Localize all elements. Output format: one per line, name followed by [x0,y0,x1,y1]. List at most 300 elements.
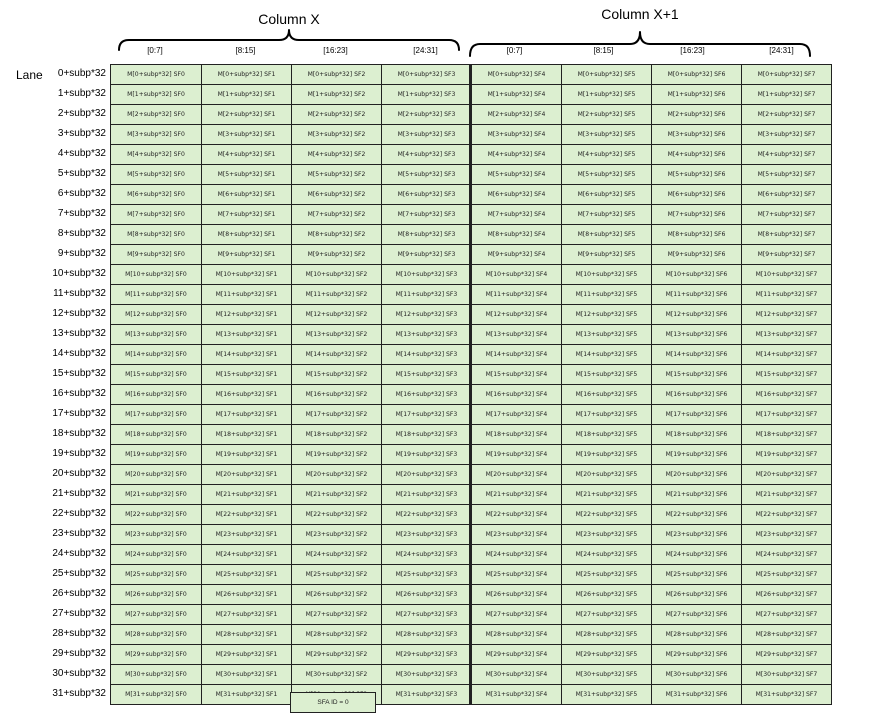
grid-cell: M[21+subp*32] SF1 [202,485,291,504]
grid-cell: M[21+subp*32] SF4 [472,485,561,504]
grid-cell: M[27+subp*32] SF6 [652,605,741,624]
grid-cell: M[3+subp*32] SF2 [292,125,381,144]
lane-row-label: 7+subp*32 [57,208,106,219]
grid-cell: M[2+subp*32] SF5 [562,105,651,124]
grid-cell: M[17+subp*32] SF3 [382,405,471,424]
lane-row-label: 3+subp*32 [57,128,106,139]
grid-cell: M[3+subp*32] SF4 [472,125,561,144]
grid-cell: M[9+subp*32] SF4 [472,245,561,264]
grid-cell: M[31+subp*32] SF3 [382,685,471,704]
lane-row-label: 2+subp*32 [57,108,106,119]
grid-cell: M[18+subp*32] SF2 [292,425,381,444]
grid-cell: M[27+subp*32] SF5 [562,605,651,624]
grid-cell: M[20+subp*32] SF4 [472,465,561,484]
grid-cell: M[12+subp*32] SF1 [202,305,291,324]
grid-cell: M[14+subp*32] SF5 [562,345,651,364]
bit-range-header: [16:23] [323,46,348,55]
grid-cell: M[2+subp*32] SF3 [382,105,471,124]
grid-cell: M[4+subp*32] SF0 [111,145,201,164]
grid-cell: M[4+subp*32] SF3 [382,145,471,164]
grid-cell: M[18+subp*32] SF7 [742,425,831,444]
lane-row-label: 29+subp*32 [52,648,106,659]
grid-cell: M[12+subp*32] SF0 [111,305,201,324]
grid-cell: M[31+subp*32] SF6 [652,685,741,704]
grid-cell: M[29+subp*32] SF2 [292,645,381,664]
grid-cell: M[11+subp*32] SF6 [652,285,741,304]
grid-cell: M[1+subp*32] SF2 [292,85,381,104]
grid-cell: M[25+subp*32] SF2 [292,565,381,584]
lane-row-label: 15+subp*32 [52,368,106,379]
grid-cell: M[24+subp*32] SF7 [742,545,831,564]
grid-cell: M[5+subp*32] SF6 [652,165,741,184]
grid-cell: M[3+subp*32] SF3 [382,125,471,144]
grid-cell: M[7+subp*32] SF7 [742,205,831,224]
grid-cell: M[14+subp*32] SF2 [292,345,381,364]
grid-cell: M[2+subp*32] SF0 [111,105,201,124]
grid-cell: M[10+subp*32] SF5 [562,265,651,284]
lane-row-label: 9+subp*32 [57,248,106,259]
grid-cell: M[5+subp*32] SF7 [742,165,831,184]
grid-cell: M[12+subp*32] SF2 [292,305,381,324]
grid-cell: M[22+subp*32] SF0 [111,505,201,524]
grid-cell: M[28+subp*32] SF2 [292,625,381,644]
grid-cell: M[4+subp*32] SF2 [292,145,381,164]
grid-cell: M[25+subp*32] SF3 [382,565,471,584]
grid-cell: M[12+subp*32] SF4 [472,305,561,324]
grid-cell: M[10+subp*32] SF1 [202,265,291,284]
grid-cell: M[8+subp*32] SF0 [111,225,201,244]
grid-cell: M[7+subp*32] SF5 [562,205,651,224]
scale-factor-grid [110,64,832,705]
lane-row-label: 5+subp*32 [57,168,106,179]
grid-cell: M[7+subp*32] SF6 [652,205,741,224]
grid-cell: M[6+subp*32] SF6 [652,185,741,204]
lane-row-label: 14+subp*32 [52,348,106,359]
grid-cell: M[21+subp*32] SF7 [742,485,831,504]
grid-cell: M[6+subp*32] SF5 [562,185,651,204]
grid-cell: M[11+subp*32] SF7 [742,285,831,304]
grid-cell: M[0+subp*32] SF7 [742,65,831,84]
grid-cell: M[12+subp*32] SF6 [652,305,741,324]
grid-cell: M[0+subp*32] SF0 [111,65,201,84]
grid-cell: M[6+subp*32] SF2 [292,185,381,204]
grid-cell: M[20+subp*32] SF0 [111,465,201,484]
grid-cell: M[24+subp*32] SF6 [652,545,741,564]
grid-cell: M[8+subp*32] SF2 [292,225,381,244]
lane-row-label: 13+subp*32 [52,328,106,339]
grid-cell: M[7+subp*32] SF1 [202,205,291,224]
grid-cell: M[5+subp*32] SF2 [292,165,381,184]
grid-cell: M[3+subp*32] SF7 [742,125,831,144]
grid-cell: M[10+subp*32] SF7 [742,265,831,284]
grid-cell: M[5+subp*32] SF5 [562,165,651,184]
grid-cell: M[21+subp*32] SF2 [292,485,381,504]
grid-cell: M[19+subp*32] SF1 [202,445,291,464]
grid-cell: M[11+subp*32] SF2 [292,285,381,304]
grid-cell: M[2+subp*32] SF1 [202,105,291,124]
grid-cell: M[24+subp*32] SF3 [382,545,471,564]
grid-cell: M[13+subp*32] SF1 [202,325,291,344]
grid-cell: M[23+subp*32] SF1 [202,525,291,544]
grid-cell: M[8+subp*32] SF6 [652,225,741,244]
grid-cell: M[5+subp*32] SF0 [111,165,201,184]
lane-row-label: 0+subp*32 [57,68,106,79]
grid-cell: M[26+subp*32] SF3 [382,585,471,604]
grid-cell: M[5+subp*32] SF3 [382,165,471,184]
lane-row-label: 25+subp*32 [52,568,106,579]
grid-cell: M[3+subp*32] SF5 [562,125,651,144]
grid-cell: M[13+subp*32] SF6 [652,325,741,344]
grid-cell: M[25+subp*32] SF7 [742,565,831,584]
grid-cell: M[0+subp*32] SF4 [472,65,561,84]
grid-cell: M[30+subp*32] SF6 [652,665,741,684]
grid-cell: M[31+subp*32] SF0 [111,685,201,704]
grid-cell: M[13+subp*32] SF7 [742,325,831,344]
grid-cell: M[13+subp*32] SF2 [292,325,381,344]
lane-row-label: 4+subp*32 [57,148,106,159]
grid-cell: M[19+subp*32] SF0 [111,445,201,464]
bit-range-header: [24:31] [413,46,438,55]
grid-cell: M[22+subp*32] SF6 [652,505,741,524]
grid-cell: M[31+subp*32] SF4 [472,685,561,704]
grid-cell: M[3+subp*32] SF1 [202,125,291,144]
grid-cell: M[28+subp*32] SF5 [562,625,651,644]
lane-label: Lane [16,68,43,82]
grid-cell: M[24+subp*32] SF4 [472,545,561,564]
grid-cell: M[16+subp*32] SF6 [652,385,741,404]
grid-cell: M[8+subp*32] SF4 [472,225,561,244]
grid-cell: M[15+subp*32] SF6 [652,365,741,384]
grid-cell: M[13+subp*32] SF4 [472,325,561,344]
grid-cell: M[16+subp*32] SF7 [742,385,831,404]
column-x-title: Column X [258,11,320,27]
grid-cell: M[9+subp*32] SF7 [742,245,831,264]
grid-cell: M[14+subp*32] SF7 [742,345,831,364]
grid-cell: M[9+subp*32] SF5 [562,245,651,264]
grid-cell: M[9+subp*32] SF0 [111,245,201,264]
grid-cell: M[22+subp*32] SF4 [472,505,561,524]
lane-row-label: 18+subp*32 [52,428,106,439]
grid-cell: M[29+subp*32] SF3 [382,645,471,664]
grid-cell: M[9+subp*32] SF6 [652,245,741,264]
grid-cell: M[10+subp*32] SF4 [472,265,561,284]
grid-cell: M[8+subp*32] SF1 [202,225,291,244]
grid-cell: M[29+subp*32] SF7 [742,645,831,664]
grid-cell: M[31+subp*32] SF5 [562,685,651,704]
grid-cell: M[8+subp*32] SF5 [562,225,651,244]
grid-cell: M[29+subp*32] SF6 [652,645,741,664]
grid-cell: M[11+subp*32] SF0 [111,285,201,304]
grid-cell: M[0+subp*32] SF6 [652,65,741,84]
grid-cell: M[15+subp*32] SF3 [382,365,471,384]
grid-cell: M[23+subp*32] SF4 [472,525,561,544]
grid-cell: M[30+subp*32] SF0 [111,665,201,684]
grid-cell: M[16+subp*32] SF4 [472,385,561,404]
grid-cell: M[6+subp*32] SF3 [382,185,471,204]
grid-cell: M[24+subp*32] SF5 [562,545,651,564]
grid-cell: M[11+subp*32] SF4 [472,285,561,304]
grid-cell: M[1+subp*32] SF3 [382,85,471,104]
grid-cell: M[19+subp*32] SF7 [742,445,831,464]
grid-cell: M[11+subp*32] SF5 [562,285,651,304]
grid-cell: M[14+subp*32] SF6 [652,345,741,364]
grid-cell: M[2+subp*32] SF2 [292,105,381,124]
grid-cell: M[5+subp*32] SF1 [202,165,291,184]
grid-cell: M[12+subp*32] SF3 [382,305,471,324]
grid-cell: M[16+subp*32] SF0 [111,385,201,404]
grid-cell: M[17+subp*32] SF2 [292,405,381,424]
grid-cell: M[17+subp*32] SF7 [742,405,831,424]
grid-cell: M[18+subp*32] SF5 [562,425,651,444]
grid-cell: M[28+subp*32] SF0 [111,625,201,644]
grid-cell: M[26+subp*32] SF7 [742,585,831,604]
grid-cell: M[14+subp*32] SF4 [472,345,561,364]
grid-cell: M[9+subp*32] SF3 [382,245,471,264]
grid-cell: M[27+subp*32] SF3 [382,605,471,624]
grid-cell: M[2+subp*32] SF6 [652,105,741,124]
lane-row-label: 22+subp*32 [52,508,106,519]
grid-cell: M[4+subp*32] SF5 [562,145,651,164]
grid-cell: M[30+subp*32] SF7 [742,665,831,684]
grid-cell: M[20+subp*32] SF5 [562,465,651,484]
grid-cell: M[25+subp*32] SF6 [652,565,741,584]
grid-cell: M[15+subp*32] SF1 [202,365,291,384]
grid-cell: M[2+subp*32] SF4 [472,105,561,124]
grid-cell: M[16+subp*32] SF5 [562,385,651,404]
grid-cell: M[7+subp*32] SF2 [292,205,381,224]
lane-row-label: 20+subp*32 [52,468,106,479]
grid-cell: M[26+subp*32] SF5 [562,585,651,604]
grid-cell: M[0+subp*32] SF1 [202,65,291,84]
lane-row-label: 6+subp*32 [57,188,106,199]
lane-row-label: 23+subp*32 [52,528,106,539]
grid-cell: M[24+subp*32] SF1 [202,545,291,564]
grid-cell: M[9+subp*32] SF1 [202,245,291,264]
grid-cell: M[1+subp*32] SF7 [742,85,831,104]
grid-cell: M[7+subp*32] SF3 [382,205,471,224]
grid-cell: M[22+subp*32] SF3 [382,505,471,524]
grid-cell: M[3+subp*32] SF0 [111,125,201,144]
grid-cell: M[22+subp*32] SF7 [742,505,831,524]
grid-cell: M[18+subp*32] SF3 [382,425,471,444]
grid-cell: M[29+subp*32] SF0 [111,645,201,664]
grid-cell: M[4+subp*32] SF7 [742,145,831,164]
grid-cell: M[1+subp*32] SF0 [111,85,201,104]
grid-cell: M[30+subp*32] SF5 [562,665,651,684]
grid-cell: M[30+subp*32] SF1 [202,665,291,684]
grid-cell: M[30+subp*32] SF4 [472,665,561,684]
grid-cell: M[6+subp*32] SF0 [111,185,201,204]
grid-cell: M[21+subp*32] SF3 [382,485,471,504]
lane-row-label: 26+subp*32 [52,588,106,599]
grid-cell: M[1+subp*32] SF5 [562,85,651,104]
grid-cell: M[28+subp*32] SF7 [742,625,831,644]
grid-cell: M[21+subp*32] SF0 [111,485,201,504]
grid-cell: M[21+subp*32] SF5 [562,485,651,504]
grid-cell: M[13+subp*32] SF5 [562,325,651,344]
grid-cell: M[5+subp*32] SF4 [472,165,561,184]
grid-cell: M[14+subp*32] SF3 [382,345,471,364]
column-x1-title: Column X+1 [601,6,679,22]
grid-cell: M[31+subp*32] SF7 [742,685,831,704]
grid-cell: M[17+subp*32] SF6 [652,405,741,424]
grid-cell: M[27+subp*32] SF2 [292,605,381,624]
grid-cell: M[4+subp*32] SF1 [202,145,291,164]
grid-cell: M[23+subp*32] SF6 [652,525,741,544]
lane-row-label: 24+subp*32 [52,548,106,559]
grid-cell: M[22+subp*32] SF5 [562,505,651,524]
grid-cell: M[28+subp*32] SF6 [652,625,741,644]
grid-cell: M[24+subp*32] SF2 [292,545,381,564]
grid-cell: M[24+subp*32] SF0 [111,545,201,564]
grid-cell: M[0+subp*32] SF5 [562,65,651,84]
lane-row-label: 17+subp*32 [52,408,106,419]
grid-cell: M[20+subp*32] SF2 [292,465,381,484]
lane-row-label: 19+subp*32 [52,448,106,459]
grid-cell: M[15+subp*32] SF0 [111,365,201,384]
lane-row-label: 12+subp*32 [52,308,106,319]
grid-cell: M[0+subp*32] SF3 [382,65,471,84]
grid-cell: M[0+subp*32] SF2 [292,65,381,84]
grid-cell: M[21+subp*32] SF6 [652,485,741,504]
grid-cell: M[19+subp*32] SF5 [562,445,651,464]
grid-cell: M[25+subp*32] SF1 [202,565,291,584]
grid-cell: M[13+subp*32] SF3 [382,325,471,344]
lane-row-label: 28+subp*32 [52,628,106,639]
grid-cell: M[28+subp*32] SF4 [472,625,561,644]
grid-cell: M[8+subp*32] SF7 [742,225,831,244]
grid-cell: M[14+subp*32] SF0 [111,345,201,364]
lane-row-label: 31+subp*32 [52,688,106,699]
grid-cell: M[20+subp*32] SF6 [652,465,741,484]
grid-cell: M[7+subp*32] SF4 [472,205,561,224]
grid-cell: M[10+subp*32] SF6 [652,265,741,284]
grid-cell: M[27+subp*32] SF7 [742,605,831,624]
grid-cell: M[15+subp*32] SF5 [562,365,651,384]
grid-cell: M[10+subp*32] SF0 [111,265,201,284]
grid-cell: M[18+subp*32] SF4 [472,425,561,444]
grid-cell: M[23+subp*32] SF0 [111,525,201,544]
grid-cell: M[17+subp*32] SF4 [472,405,561,424]
grid-cell: M[26+subp*32] SF4 [472,585,561,604]
grid-cell: M[11+subp*32] SF1 [202,285,291,304]
grid-cell: M[30+subp*32] SF3 [382,665,471,684]
grid-cell: M[29+subp*32] SF4 [472,645,561,664]
grid-cell: M[30+subp*32] SF2 [292,665,381,684]
grid-cell: M[20+subp*32] SF1 [202,465,291,484]
grid-cell: M[20+subp*32] SF3 [382,465,471,484]
grid-cell: M[23+subp*32] SF7 [742,525,831,544]
grid-cell: M[1+subp*32] SF1 [202,85,291,104]
grid-cell: M[16+subp*32] SF2 [292,385,381,404]
grid-cell: M[6+subp*32] SF4 [472,185,561,204]
grid-cell: M[27+subp*32] SF0 [111,605,201,624]
grid-cell: M[28+subp*32] SF1 [202,625,291,644]
grid-cell: M[23+subp*32] SF5 [562,525,651,544]
grid-cell: M[17+subp*32] SF0 [111,405,201,424]
grid-cell: M[8+subp*32] SF3 [382,225,471,244]
grid-cell: M[11+subp*32] SF3 [382,285,471,304]
grid-cell: M[26+subp*32] SF2 [292,585,381,604]
grid-cell: M[26+subp*32] SF1 [202,585,291,604]
grid-cell: M[29+subp*32] SF5 [562,645,651,664]
grid-cell: M[4+subp*32] SF4 [472,145,561,164]
grid-cell: M[13+subp*32] SF0 [111,325,201,344]
grid-cell: M[19+subp*32] SF6 [652,445,741,464]
grid-cell: M[7+subp*32] SF0 [111,205,201,224]
grid-cell: M[27+subp*32] SF4 [472,605,561,624]
grid-cell: M[25+subp*32] SF0 [111,565,201,584]
grid-cell: M[23+subp*32] SF2 [292,525,381,544]
grid-cell: M[9+subp*32] SF2 [292,245,381,264]
grid-cell: M[1+subp*32] SF4 [472,85,561,104]
bit-range-header: [8:15] [235,46,256,55]
grid-cell: M[12+subp*32] SF7 [742,305,831,324]
grid-cell: M[19+subp*32] SF3 [382,445,471,464]
grid-cell: M[16+subp*32] SF1 [202,385,291,404]
grid-cell: M[28+subp*32] SF3 [382,625,471,644]
lane-row-label: 30+subp*32 [52,668,106,679]
grid-cell: M[2+subp*32] SF7 [742,105,831,124]
bit-range-header: [16:23] [680,46,705,55]
grid-cell: M[4+subp*32] SF6 [652,145,741,164]
lane-row-label: 27+subp*32 [52,608,106,619]
lane-row-label: 8+subp*32 [57,228,106,239]
grid-cell: M[18+subp*32] SF0 [111,425,201,444]
grid-cell: M[10+subp*32] SF3 [382,265,471,284]
grid-cell: M[25+subp*32] SF5 [562,565,651,584]
grid-cell: M[17+subp*32] SF5 [562,405,651,424]
lane-row-label: 10+subp*32 [52,268,106,279]
grid-cell: M[15+subp*32] SF2 [292,365,381,384]
grid-cell: M[3+subp*32] SF6 [652,125,741,144]
bit-range-header: [8:15] [593,46,614,55]
grid-cell: M[18+subp*32] SF1 [202,425,291,444]
grid-cell: M[14+subp*32] SF1 [202,345,291,364]
grid-cell: M[27+subp*32] SF1 [202,605,291,624]
grid-cell: M[15+subp*32] SF7 [742,365,831,384]
lane-row-label: 11+subp*32 [53,288,106,299]
grid-cell: M[31+subp*32] SF1 [202,685,291,704]
grid-cell: M[10+subp*32] SF2 [292,265,381,284]
grid-cell: M[22+subp*32] SF2 [292,505,381,524]
lane-row-label: 1+subp*32 [57,88,106,99]
grid-cell: M[19+subp*32] SF2 [292,445,381,464]
grid-cell: M[26+subp*32] SF0 [111,585,201,604]
grid-cell: M[16+subp*32] SF3 [382,385,471,404]
grid-cell: M[23+subp*32] SF3 [382,525,471,544]
grid-cell: M[26+subp*32] SF6 [652,585,741,604]
bit-range-header: [0:7] [147,46,163,55]
grid-cell: M[12+subp*32] SF5 [562,305,651,324]
grid-cell: M[25+subp*32] SF4 [472,565,561,584]
grid-cell: M[1+subp*32] SF6 [652,85,741,104]
grid-cell: M[18+subp*32] SF6 [652,425,741,444]
grid-cell: M[6+subp*32] SF1 [202,185,291,204]
grid-cell: M[17+subp*32] SF1 [202,405,291,424]
lane-row-label: 16+subp*32 [52,388,106,399]
grid-cell: M[20+subp*32] SF7 [742,465,831,484]
grid-cell: M[19+subp*32] SF4 [472,445,561,464]
lane-row-label: 21+subp*32 [52,488,106,499]
bit-range-header: [24:31] [769,46,794,55]
grid-cell: M[15+subp*32] SF4 [472,365,561,384]
legend-box: SFA ID = 0 [290,692,376,713]
grid-cell: M[6+subp*32] SF7 [742,185,831,204]
grid-cell: M[22+subp*32] SF1 [202,505,291,524]
grid-cell: M[29+subp*32] SF1 [202,645,291,664]
bit-range-header: [0:7] [506,46,523,55]
